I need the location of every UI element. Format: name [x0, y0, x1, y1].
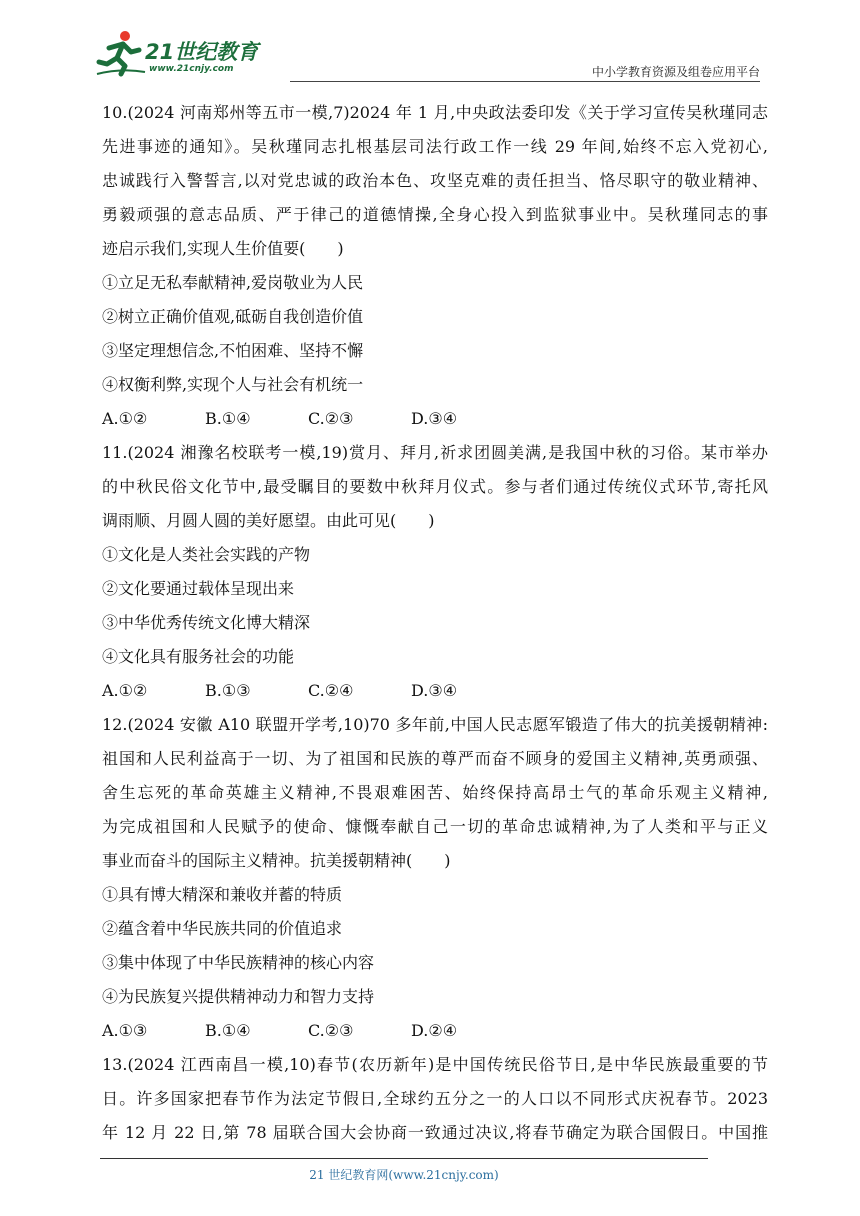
answer-choice-d: D.③④ [411, 681, 458, 700]
question-text-line: 事业而奋斗的国际主义精神。抗美援朝精神( ) [102, 851, 451, 870]
question-text-line: 调雨顺、月圆人圆的美好愿望。由此可见( ) [102, 511, 435, 530]
header-divider [290, 81, 760, 82]
question-list [102, 96, 768, 1150]
question-12 [102, 708, 768, 1048]
question-text-line: 勇毅顽强的意志品质、严于律己的道德情操,全身心投入到监狱事业中。吴秋瑾同志的事 [102, 205, 768, 224]
question-text-line: 舍生忘死的革命英雄主义精神,不畏艰难困苦、始终保持高昂士气的革命乐观主义精神, [102, 783, 768, 802]
answer-choice-d: D.②④ [411, 1021, 458, 1040]
answer-choice-c: C.②③ [308, 409, 354, 428]
question-text-line: 10.(2024 河南郑州等五市一模,7)2024 年 1 月,中央政法委印发《关于学习宣传吴秋瑾同志 [102, 103, 768, 122]
statement-option: ②蕴含着中华民族共同的价值追求 [102, 919, 343, 938]
logo-url: www.21cnjy.com [149, 64, 234, 74]
question-text-line: 11.(2024 湘豫名校联考一模,19)赏月、拜月,祈求团圆美满,是我国中秋的习俗。某市举办 [102, 443, 768, 462]
footer-link[interactable]: 21 世纪教育网(www.21cnjy.com) [309, 1168, 499, 1182]
question-text-line: 忠诚践行入警誓言,以对党忠诚的政治本色、攻坚克难的责任担当、恪尽职守的敬业精神、 [102, 171, 768, 190]
answer-choices [102, 674, 768, 708]
logo-text: 21世纪教育 [145, 40, 259, 64]
question-text-line: 祖国和人民利益高于一切、为了祖国和民族的尊严而奋不顾身的爱国主义精神,英勇顽强、 [102, 749, 768, 768]
statement-option: ③集中体现了中华民族精神的核心内容 [102, 953, 375, 972]
answer-choice-b: B.①④ [205, 409, 251, 428]
runner-logo-icon [95, 28, 147, 78]
statement-option: ②文化要通过载体呈现出来 [102, 579, 295, 598]
statement-option: ①立足无私奉献精神,爱岗敬业为人民 [102, 273, 364, 292]
statement-option: ④权衡利弊,实现个人与社会有机统一 [102, 375, 364, 394]
footer-divider [100, 1158, 708, 1159]
question-text-line: 迹启示我们,实现人生价值要( ) [102, 239, 344, 258]
statement-option: ①具有博大精深和兼收并蓄的特质 [102, 885, 343, 904]
page-header [95, 28, 760, 80]
statement-option: ③坚定理想信念,不怕困难、坚持不懈 [102, 341, 364, 360]
question-13 [102, 1048, 768, 1150]
statement-option: ①文化是人类社会实践的产物 [102, 545, 311, 564]
answer-choice-b: B.①④ [205, 1021, 251, 1040]
answer-choice-a: A.①② [102, 681, 148, 700]
answer-choice-c: C.②④ [308, 681, 354, 700]
question-text-line: 为完成祖国和人民赋予的使命、慷慨奉献自己一切的革命忠诚精神,为了人类和平与正义 [102, 817, 768, 836]
answer-choice-a: A.①② [102, 409, 148, 428]
question-text-line: 13.(2024 江西南昌一模,10)春节(农历新年)是中国传统民俗节日,是中华民族最重要的节 [102, 1055, 768, 1074]
answer-choice-b: B.①③ [205, 681, 251, 700]
answer-choice-d: D.③④ [411, 409, 458, 428]
statement-option: ④为民族复兴提供精神动力和智力支持 [102, 987, 375, 1006]
statement-option: ③中华优秀传统文化博大精深 [102, 613, 311, 632]
statement-option: ④文化具有服务社会的功能 [102, 647, 295, 666]
answer-choice-c: C.②③ [308, 1021, 354, 1040]
question-text-line: 先进事迹的通知》。吴秋瑾同志扎根基层司法行政工作一线 29 年间,始终不忘入党初心, [102, 137, 768, 156]
question-text-line: 年 12 月 22 日,第 78 届联合国大会协商一致通过决议,将春节确定为联合国假日。中国推 [102, 1123, 768, 1142]
question-11 [102, 436, 768, 708]
answer-choices [102, 402, 768, 436]
answer-choices [102, 1014, 768, 1048]
question-text-line: 的中秋民俗文化节中,最受瞩目的要数中秋拜月仪式。参与者们通过传统仪式环节,寄托风 [102, 477, 768, 496]
question-text-line: 日。许多国家把春节作为法定节假日,全球约五分之一的人口以不同形式庆祝春节。2023 [102, 1089, 768, 1108]
platform-title: 中小学教育资源及组卷应用平台 [591, 65, 760, 79]
question-10 [102, 96, 768, 436]
question-text-line: 12.(2024 安徽 A10 联盟开学考,10)70 多年前,中国人民志愿军锻造了伟大的抗美援朝精神: [102, 715, 768, 734]
site-logo[interactable] [95, 28, 265, 78]
answer-choice-a: A.①③ [102, 1021, 148, 1040]
statement-option: ②树立正确价值观,砥砺自我创造价值 [102, 307, 364, 326]
